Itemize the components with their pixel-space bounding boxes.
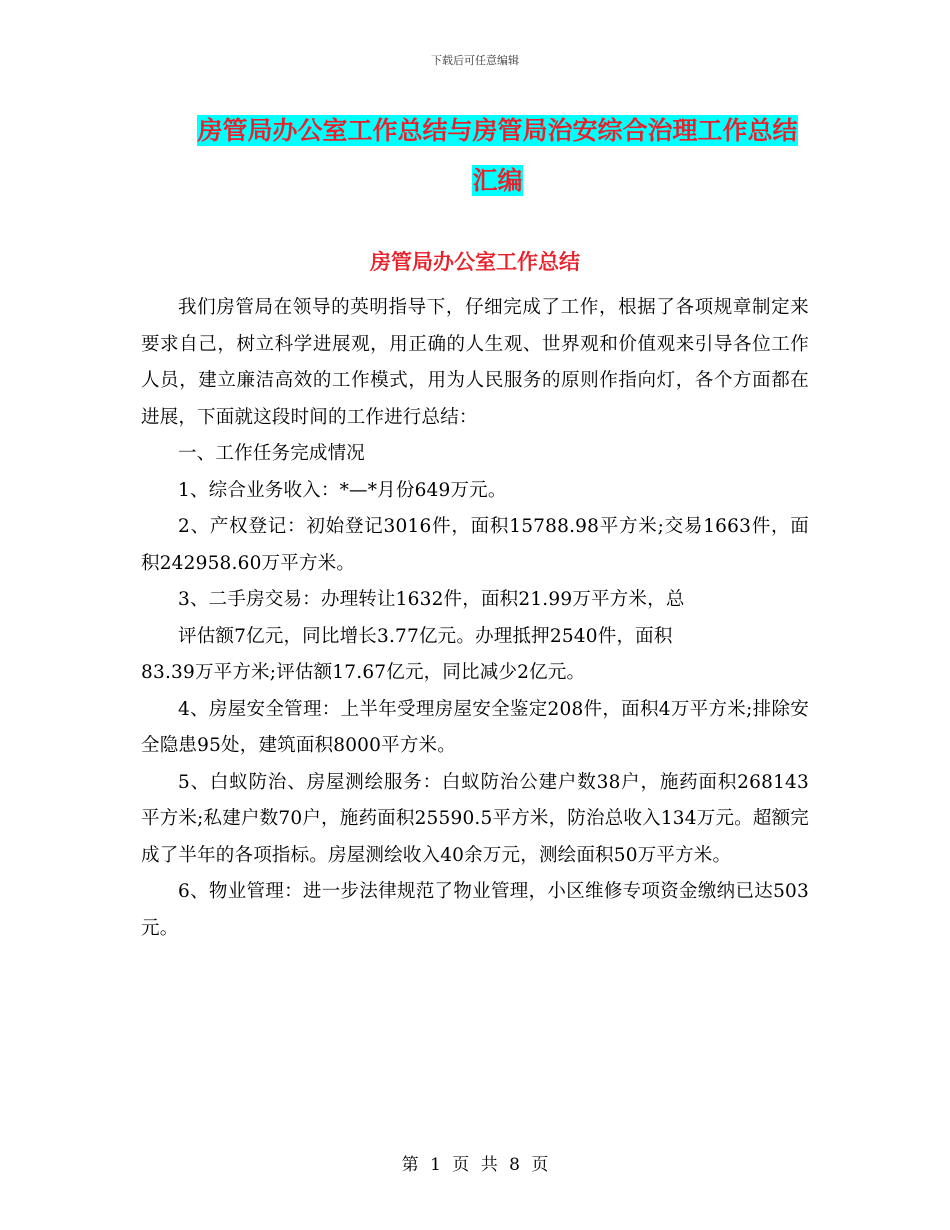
heading-task-completion: 一、工作任务完成情况 [178, 443, 366, 464]
paragraph-item-3: 3、二手房交易：办理转让1632件，面积21.99万平方米，总 [178, 589, 685, 610]
paragraph-item-5: 5、白蚁防治、房屋测绘服务：白蚁防治公建户数38户，施药面积268143平方米;私建户数70户，施药面积25590.5平方米，防治总收入134万元。超额完成了半年的各项指标。房屋测绘收入40余万元，测绘面积50万平方米。 [141, 771, 809, 866]
paragraph-item-6: 6、物业管理：进一步法律规范了物业管理，小区维修专项资金缴纳已达503元。 [141, 881, 809, 939]
page-number-footer: 第 1 页 共 8 页 [401, 1155, 549, 1175]
document-title [190, 106, 805, 206]
paragraph-item-2: 2、产权登记：初始登记3016件，面积15788.98平方米;交易1663件，面积242958.60万平方米。 [141, 516, 809, 574]
paragraph-intro: 我们房管局在领导的英明指导下，仔细完成了工作，根据了各项规章制定来要求自己，树立科学进展观，用正确的人生观、世界观和价值观来引导各位工作人员，建立廉洁高效的工作模式，用为人民服务的原则作指向灯，各个方面都在进展，下面就这段时间的工作进行总结： [141, 297, 809, 428]
document-title-text: 房管局办公室工作总结与房管局治安综合治理工作总结汇编 [197, 116, 798, 195]
paragraph-item-4: 4、房屋安全管理：上半年受理房屋安全鉴定208件，面积4万平方米;排除安全隐患95处，建筑面积8000平方米。 [141, 698, 809, 756]
paragraph-item-3-line-2: 评估额7亿元，同比增长3.77亿元。办理抵押2540件，面积 [178, 625, 673, 647]
paragraph-item-1: 1、综合业务收入：*—*月份649万元。 [178, 479, 507, 501]
header-note: 下载后可任意编辑 [431, 54, 519, 67]
section-title: 房管局办公室工作总结 [370, 250, 580, 274]
document-body [141, 290, 809, 947]
paragraph-item-3-line-3: 83.39万平方米;评估额17.67亿元，同比减少2亿元。 [141, 662, 586, 683]
